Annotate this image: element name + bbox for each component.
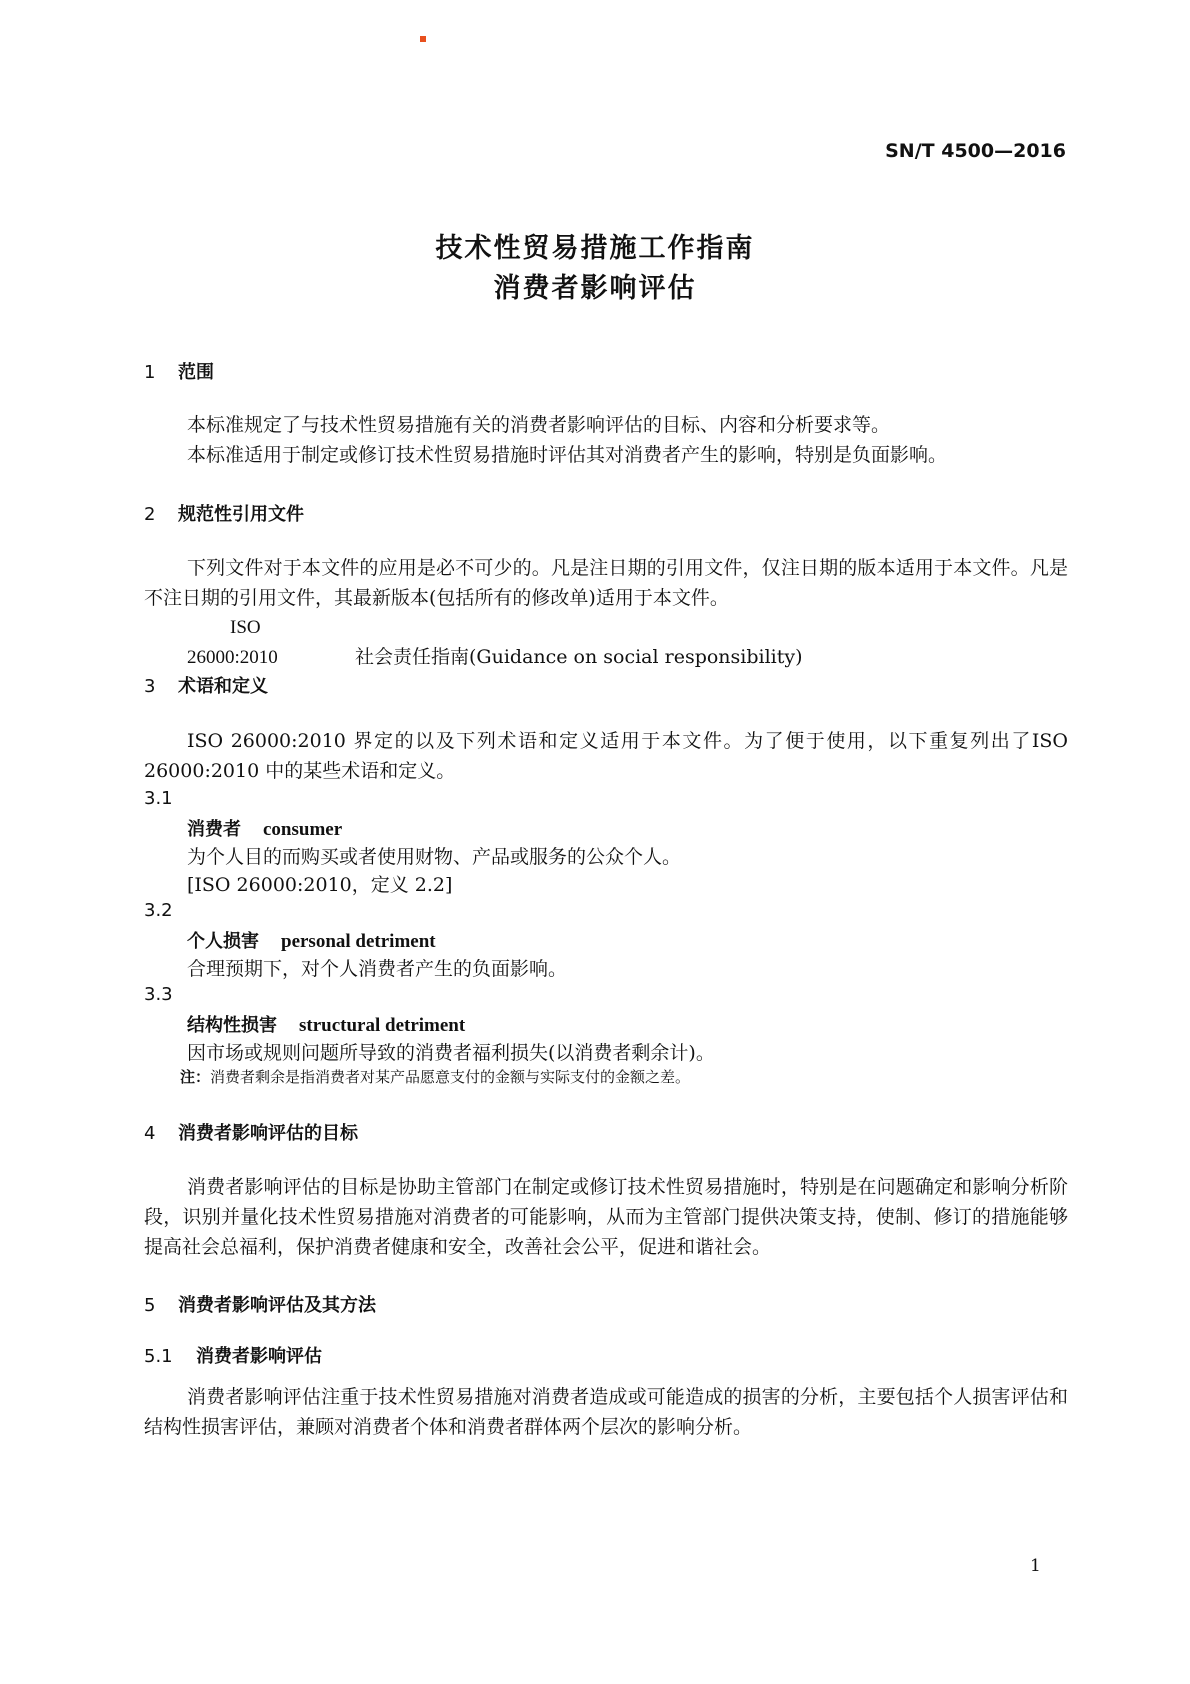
document-title: 技术性贸易措施工作指南 bbox=[435, 233, 755, 264]
subsection-heading-5-1 bbox=[144, 1342, 322, 1368]
note-label: 注： bbox=[180, 1068, 211, 1086]
paragraph: 下列文件对于本文件的应用是必不可少的。凡是注日期的引用文件，仅注日期的版本适用于本文件。凡是不注日期的引用文件，其最新版本(包括所有的修改单)适用于本文件。 bbox=[144, 557, 1068, 609]
term-definition: 因市场或规则问题所导致的消费者福利损失(以消费者剩余计)。 bbox=[187, 1042, 715, 1064]
standard-number: SN/T 4500—2016 bbox=[885, 140, 1066, 162]
term-definition: 合理预期下，对个人消费者产生的负面影响。 bbox=[187, 958, 568, 980]
reference-title: 社会责任指南(Guidance on social responsibility) bbox=[355, 646, 803, 668]
note-text: 消费者剩余是指消费者对某产品愿意支付的金额与实际支付的金额之差。 bbox=[210, 1068, 691, 1086]
section-number: 5 bbox=[144, 1295, 156, 1316]
section-heading-4 bbox=[144, 1119, 358, 1145]
section-number: 2 bbox=[144, 504, 156, 525]
section-title: 规范性引用文件 bbox=[178, 504, 304, 525]
paragraph: 本标准适用于制定或修订技术性贸易措施时评估其对消费者产生的影响，特别是负面影响。 bbox=[187, 444, 948, 466]
term-number: 3.2 bbox=[144, 900, 173, 921]
reference-code: ISO 26000:2010 bbox=[187, 617, 278, 668]
normative-reference bbox=[144, 613, 1068, 673]
term-note bbox=[180, 1066, 690, 1087]
section-number: 3 bbox=[144, 676, 156, 697]
section-heading-5 bbox=[144, 1291, 376, 1317]
paragraph: 消费者影响评估的目标是协助主管部门在制定或修订技术性贸易措施时，特别是在问题确定和影响分析阶段，识别并量化技术性贸易措施对消费者的可能影响，从而为主管部门提供决策支持，使制、修订的措施能够提高社会总福利，保护消费者健康和安全，改善社会公平，促进和谐社会。 bbox=[144, 1176, 1068, 1258]
section-heading-1 bbox=[144, 358, 214, 384]
term-entry bbox=[187, 815, 342, 841]
term-number: 3.3 bbox=[144, 984, 173, 1005]
term-en: personal detriment bbox=[281, 931, 436, 952]
paragraph: 本标准规定了与技术性贸易措施有关的消费者影响评估的目标、内容和分析要求等。 bbox=[187, 414, 891, 436]
term-number: 3.1 bbox=[144, 788, 173, 809]
section-heading-3 bbox=[144, 672, 268, 698]
subsection-title: 消费者影响评估 bbox=[196, 1346, 322, 1367]
term-source: [ISO 26000:2010，定义 2.2] bbox=[187, 874, 453, 896]
subsection-number: 5.1 bbox=[144, 1346, 173, 1367]
section-number: 4 bbox=[144, 1123, 156, 1144]
term-zh: 结构性损害 bbox=[187, 1015, 277, 1036]
term-zh: 个人损害 bbox=[187, 931, 259, 952]
section-title: 术语和定义 bbox=[178, 676, 268, 697]
term-entry bbox=[187, 1011, 465, 1037]
section-heading-2 bbox=[144, 500, 304, 526]
section-title: 消费者影响评估的目标 bbox=[178, 1123, 358, 1144]
section-title: 消费者影响评估及其方法 bbox=[178, 1295, 376, 1316]
term-en: consumer bbox=[263, 819, 343, 840]
scan-mark bbox=[420, 36, 426, 42]
term-en: structural detriment bbox=[299, 1015, 466, 1036]
term-entry bbox=[187, 927, 436, 953]
term-definition: 为个人目的而购买或者使用财物、产品或服务的公众个人。 bbox=[187, 846, 682, 868]
section-title: 范围 bbox=[178, 362, 214, 383]
term-zh: 消费者 bbox=[187, 819, 241, 840]
section-number: 1 bbox=[144, 362, 156, 383]
paragraph: 消费者影响评估注重于技术性贸易措施对消费者造成或可能造成的损害的分析，主要包括个人损害评估和结构性损害评估，兼顾对消费者个体和消费者群体两个层次的影响分析。 bbox=[144, 1386, 1068, 1438]
paragraph: ISO 26000:2010 界定的以及下列术语和定义适用于本文件。为了便于使用，以下重复列出了ISO 26000:2010 中的某些术语和定义。 bbox=[144, 730, 1068, 782]
document-subtitle: 消费者影响评估 bbox=[493, 273, 697, 304]
page-number: 1 bbox=[1030, 1556, 1041, 1576]
